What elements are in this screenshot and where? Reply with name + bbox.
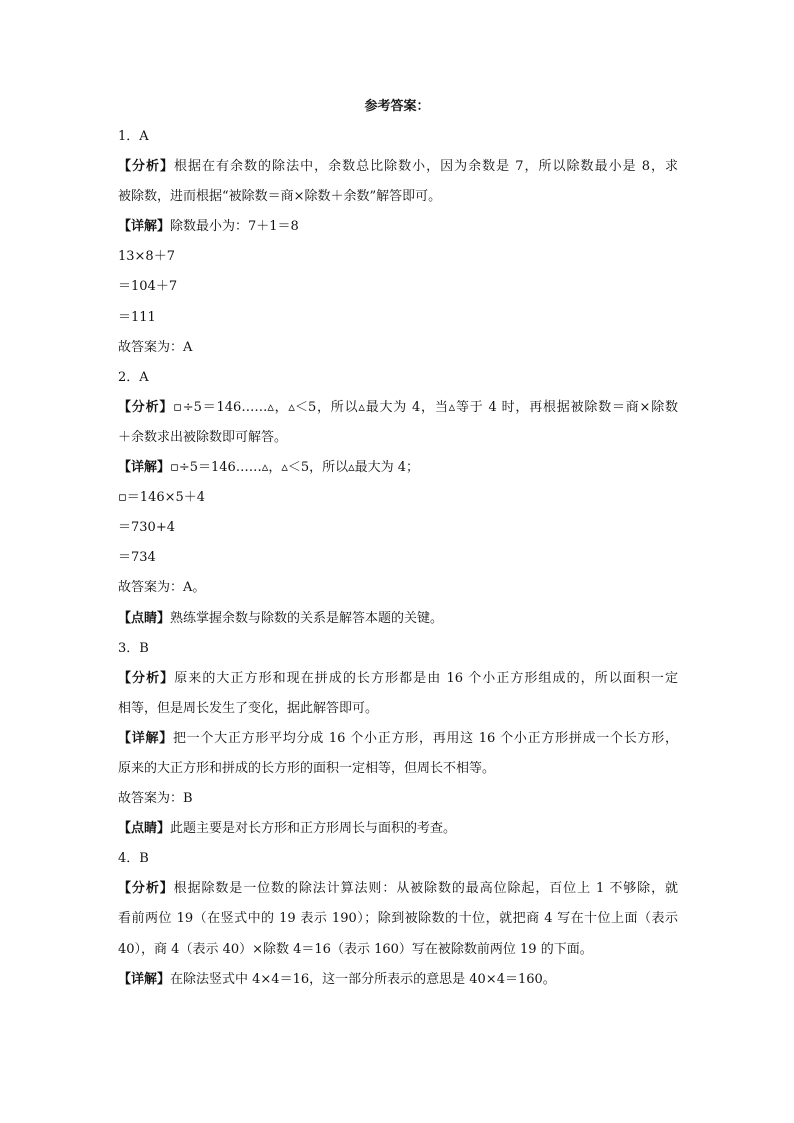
- line-text: ＝111: [118, 309, 156, 325]
- section-tag: 【分析】: [118, 399, 174, 415]
- section-tag: 【详解】: [118, 219, 171, 235]
- text-line: [118, 634, 678, 664]
- line-text: 故答案为：A。: [118, 580, 206, 596]
- line-text: 被除数，进而根据“被除数＝商×除数＋余数”解答即可。: [118, 189, 442, 205]
- answer-content: [118, 122, 678, 995]
- text-line: [118, 573, 678, 603]
- text-line: [118, 333, 678, 363]
- line-text: ▫÷5＝146……▵，▵＜5，所以▵最大为 4；: [170, 460, 420, 476]
- section-tag: 【详解】: [118, 730, 173, 746]
- text-line: [118, 935, 678, 965]
- line-text: 原来的大正方形和拼成的长方形的面积一定相等，但周长不相等。: [118, 760, 496, 776]
- text-line: [118, 784, 678, 814]
- line-text: ＋余数求出被除数即可解答。: [118, 429, 288, 445]
- line-text: 原来的大正方形和现在拼成的长方形都是由 16 个小正方形组成的，所以面积一定: [174, 670, 678, 686]
- text-line: [118, 754, 678, 784]
- text-line: [118, 483, 678, 513]
- text-line: [118, 904, 678, 934]
- text-line: [118, 423, 678, 453]
- section-tag: 【详解】: [118, 460, 171, 476]
- line-text: 40），商 4（表示 40）×除数 4＝16（表示 160）写在被除数前两位 19 的下面。: [118, 941, 593, 957]
- line-text: 看前两位 19（在竖式中的 19 表示 190）；除到被除数的十位，就把商 4 写在十位上面（表示: [118, 911, 678, 927]
- line-text: 在除法竖式中 4×4＝16，这一部分所表示的意思是 40×4＝160。: [170, 971, 556, 987]
- text-line: [118, 393, 678, 423]
- line-text: 13×8＋7: [118, 249, 175, 265]
- line-text: 故答案为：A: [118, 339, 193, 355]
- page-title: 参考答案：: [364, 99, 430, 114]
- text-line: [118, 694, 678, 724]
- line-text: 2．A: [118, 369, 149, 385]
- line-text: 3．B: [118, 640, 149, 656]
- text-line: [118, 453, 678, 483]
- line-text: 故答案为：B: [118, 791, 193, 807]
- text-line: [118, 242, 678, 272]
- text-line: [118, 965, 678, 995]
- line-text: 相等，但是周长发生了变化，据此解答即可。: [118, 700, 379, 716]
- text-line: [118, 513, 678, 543]
- text-line: [118, 182, 678, 212]
- line-text: 此题主要是对长方形和正方形周长与面积的考查。: [170, 821, 457, 837]
- text-line: [118, 543, 678, 573]
- line-text: 1．A: [118, 129, 149, 144]
- section-tag: 【分析】: [118, 159, 175, 175]
- text-line: [118, 303, 678, 333]
- section-tag: 【分析】: [118, 670, 175, 686]
- text-line: [118, 874, 678, 904]
- text-line: [118, 814, 678, 844]
- text-line: [118, 212, 678, 242]
- line-text: ▫＝146×5＋4: [118, 490, 206, 506]
- line-text: ＝734: [118, 550, 156, 566]
- section-tag: 【分析】: [118, 881, 174, 897]
- line-text: 4．B: [118, 851, 149, 867]
- line-text: 除数最小为：7＋1＝8: [170, 219, 299, 235]
- line-text: 根据除数是一位数的除法计算法则：从被除数的最高位除起，百位上 1 不够除，就: [173, 881, 678, 897]
- line-text: ＝104＋7: [118, 279, 178, 295]
- text-line: [118, 152, 678, 182]
- text-line: [118, 122, 678, 152]
- text-line: [118, 604, 678, 634]
- text-line: [118, 363, 678, 393]
- text-line: [118, 664, 678, 694]
- line-text: 把一个大正方形平均分成 16 个小正方形，再用这 16 个小正方形拼成一个长方形，: [172, 730, 678, 746]
- text-line: [118, 272, 678, 302]
- section-tag: 【详解】: [118, 971, 171, 987]
- line-text: ＝730+4: [118, 520, 175, 536]
- text-line: [118, 844, 678, 874]
- section-tag: 【点睛】: [118, 610, 171, 626]
- text-line: [118, 724, 678, 754]
- line-text: 熟练掌握余数与除数的关系是解答本题的关键。: [170, 610, 444, 626]
- line-text: ▫÷5＝146……▵，▵＜5，所以▵最大为 4，当▵等于 4 时，再根据被除数＝商×除数: [173, 399, 678, 415]
- section-tag: 【点睛】: [118, 821, 171, 837]
- line-text: 根据在有余数的除法中，余数总比除数小，因为余数是 7，所以除数最小是 8，求: [174, 159, 678, 175]
